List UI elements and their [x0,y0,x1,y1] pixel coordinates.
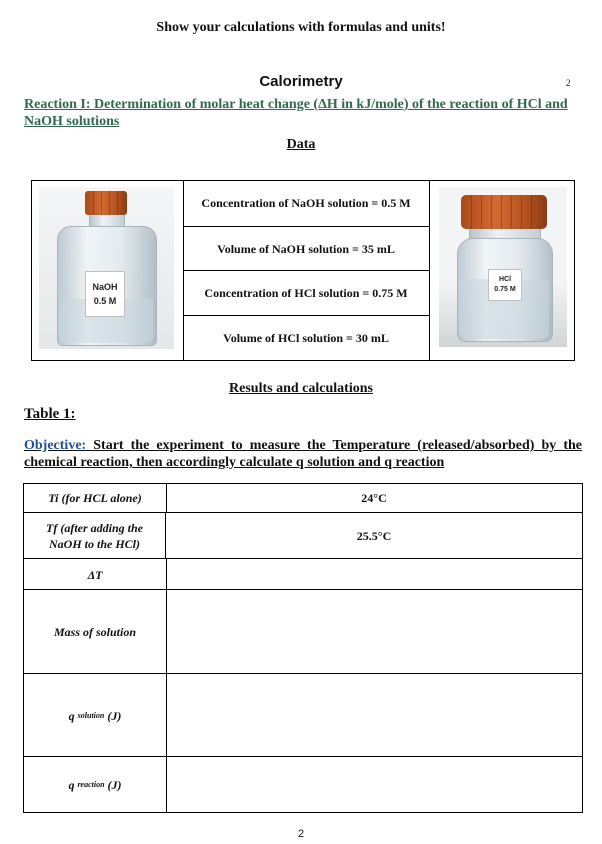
mass-value[interactable] [166,590,582,674]
corner-page-number: 2 [566,78,571,88]
q-solution-unit: (J) [107,708,122,723]
table-row [24,484,582,512]
tf-value: 25.5°C [356,528,392,543]
results-table [23,483,583,813]
q-solution-label [24,674,167,757]
q-reaction-value[interactable] [166,757,582,813]
objective [24,437,582,471]
objective-label: Objective: [24,438,87,453]
reaction-heading: Reaction I: Determination of molar heat change (ΔH in kJ/mole) of the reaction of HCl and NaOH solutions [24,97,568,129]
q-reaction-label [24,757,167,813]
naoh-concentration: Concentration of NaOH solution = 0.5 M [201,196,411,210]
hcl-bottle-image [439,187,567,347]
q-solution-value[interactable] [166,674,582,757]
naoh-volume: Volume of NaOH solution = 35 mL [183,226,429,271]
mass-label: Mass of solution [24,590,167,674]
data-values-column [183,181,430,360]
table-row [24,512,582,559]
objective-text: Start the experiment to measure the Temperature (released/absorbed) by the chemical reaction, then accordingly calculate q solution and q reaction [24,438,583,470]
naoh-bottle-cell [32,181,184,360]
table-row [24,589,582,674]
hcl-bottle-cell [429,181,574,360]
ti-label: Ti (for HCL alone) [24,484,167,512]
naoh-bottle-image [39,187,174,349]
page-number: 2 [297,828,305,840]
naoh-label-line1: NaOH [92,282,118,292]
hcl-volume: Volume of HCl solution = 30 mL [183,315,429,361]
delta-t-label: ΔT [24,559,167,590]
q-reaction-unit: (J) [107,778,122,792]
table-row [24,673,582,757]
ti-value: 24°C [361,490,387,505]
hcl-label-line1: HCl [498,276,512,283]
bottle-cap [85,191,127,215]
table-row [24,756,582,813]
hcl-label-line2: 0.75 M [494,286,516,293]
page-title: Calorimetry [259,73,343,90]
q-symbol: q [68,778,75,792]
delta-t-value[interactable] [166,559,582,590]
bottle-cap [461,195,547,229]
naoh-bottle-label [85,271,125,317]
data-table [31,180,575,361]
naoh-label-line2: 0.5 M [93,296,117,306]
table-label: Table 1: [24,406,76,422]
tf-label: Tf (after adding the NaOH to the HCl) [24,513,166,559]
hcl-bottle-label [488,269,522,301]
q-solution-subscript: solution [77,710,105,720]
hcl-concentration: Concentration of HCl solution = 0.75 M [183,270,429,316]
results-heading: Results and calculations [229,381,373,396]
table-row [24,558,582,590]
q-symbol: q [68,708,75,723]
data-heading: Data [286,137,316,152]
calculation-instruction: Show your calculations with formulas and units! [156,20,446,35]
q-reaction-subscript: reaction [77,780,105,789]
